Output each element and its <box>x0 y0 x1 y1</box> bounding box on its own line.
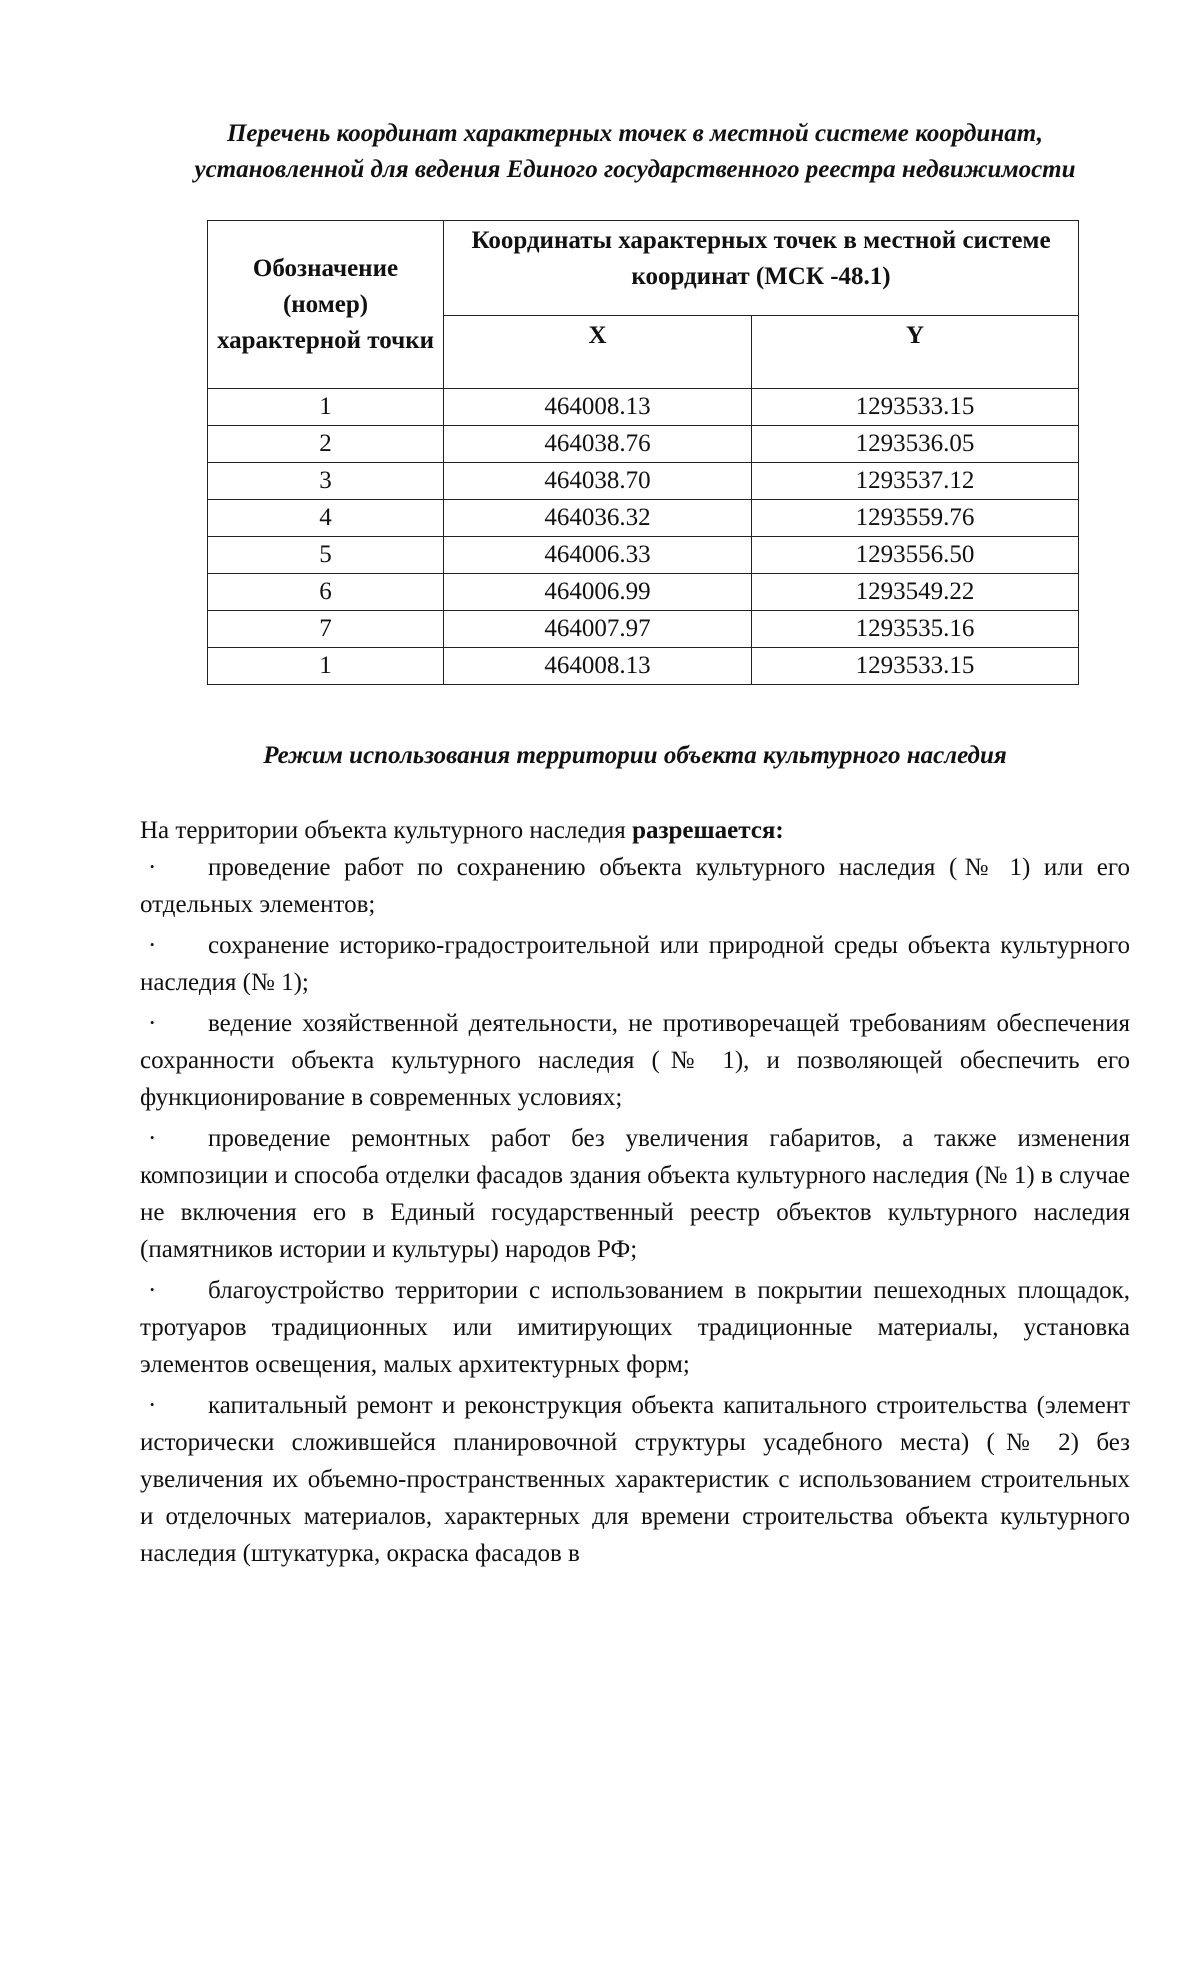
bullet-list <box>140 849 1130 1572</box>
table-row <box>208 463 1079 500</box>
cell-y: 1293533.15 <box>752 648 1079 685</box>
section-title: Режим использования территории объекта культурного наследия <box>263 742 1007 769</box>
list-item-text: капитальный ремонт и реконструкция объекта капитального строительства (элемент исторически сложившейся планировочной структуры усадебного места) (№ 2) без увеличения их объемно-пространственных характеристик с использованием строительных и отделочных материалов, характерных для времени строительства объекта культурного наследия (штукатурка, окраска фасадов в <box>140 1392 1130 1567</box>
header-coordinates: Координаты характерных точек в местной системе координат (МСК -48.1) <box>444 221 1079 316</box>
coordinates-table-body <box>208 389 1079 685</box>
cell-num: 3 <box>208 463 444 500</box>
intro-paragraph <box>140 812 1130 849</box>
cell-num: 7 <box>208 611 444 648</box>
title-line-1: Перечень координат характерных точек в местной системе координат, <box>226 120 1044 147</box>
cell-y: 1293533.15 <box>752 389 1079 426</box>
list-item <box>140 927 1130 1001</box>
cell-num: 2 <box>208 426 444 463</box>
coordinates-table <box>207 220 1079 685</box>
cell-num: 1 <box>208 648 444 685</box>
cell-num: 1 <box>208 389 444 426</box>
body-text <box>140 812 1130 1576</box>
cell-y: 1293535.16 <box>752 611 1079 648</box>
bullet-mark: · <box>148 1125 157 1152</box>
table-row <box>208 648 1079 685</box>
cell-x: 464036.32 <box>444 500 752 537</box>
table-row <box>208 574 1079 611</box>
bullet-mark: · <box>148 932 157 959</box>
cell-x: 464038.70 <box>444 463 752 500</box>
cell-num: 4 <box>208 500 444 537</box>
cell-y: 1293549.22 <box>752 574 1079 611</box>
intro-bold: разрешается: <box>632 817 784 844</box>
cell-y: 1293559.76 <box>752 500 1079 537</box>
table-row <box>208 426 1079 463</box>
bullet-mark: · <box>148 1277 157 1304</box>
list-item <box>140 1005 1130 1116</box>
bullet-mark: · <box>148 1392 157 1419</box>
cell-x: 464038.76 <box>444 426 752 463</box>
list-item <box>140 1272 1130 1383</box>
cell-x: 464007.97 <box>444 611 752 648</box>
list-item-text: проведение работ по сохранению объекта культурного наследия (№ 1) или его отдельных элементов; <box>140 854 1130 918</box>
list-item <box>140 1387 1130 1572</box>
cell-y: 1293556.50 <box>752 537 1079 574</box>
table-row <box>208 611 1079 648</box>
table-row <box>208 500 1079 537</box>
document-title <box>140 116 1130 188</box>
table-row <box>208 389 1079 426</box>
table-row <box>208 537 1079 574</box>
cell-num: 6 <box>208 574 444 611</box>
cell-x: 464006.33 <box>444 537 752 574</box>
list-item <box>140 1120 1130 1268</box>
list-item <box>140 849 1130 923</box>
list-item-text: благоустройство территории с использованием в покрытии пешеходных площадок, тротуаров традиционных или имитирующих традиционные материалы, установка элементов освещения, малых архитектурных форм; <box>140 1277 1130 1378</box>
bullet-mark: · <box>148 1010 157 1037</box>
cell-y: 1293537.12 <box>752 463 1079 500</box>
cell-x: 464008.13 <box>444 648 752 685</box>
list-item-text: сохранение историко-градостроительной или природной среды объекта культурного наследия (№ 1); <box>140 932 1130 996</box>
cell-num: 5 <box>208 537 444 574</box>
header-point-number: Обозначение (номер) характерной точки <box>208 221 444 389</box>
header-y: Y <box>752 316 1079 389</box>
cell-x: 464008.13 <box>444 389 752 426</box>
bullet-mark: · <box>148 854 157 881</box>
header-x: X <box>444 316 752 389</box>
list-item-text: ведение хозяйственной деятельности, не противоречащей требованиям обеспечения сохранности объекта культурного наследия (№ 1), и позволяющей обеспечить его функционирование в современных условиях; <box>140 1010 1130 1111</box>
intro-text: На территории объекта культурного наследия <box>140 817 633 844</box>
list-item-text: проведение ремонтных работ без увеличения габаритов, а также изменения композиции и способа отделки фасадов здания объекта культурного наследия (№ 1) в случае не включения его в Единый государственный реестр объектов культурного наследия (памятников истории и культуры) народов РФ; <box>140 1125 1130 1263</box>
cell-y: 1293536.05 <box>752 426 1079 463</box>
title-line-2: установленной для ведения Единого государственного реестра недвижимости <box>194 156 1076 183</box>
cell-x: 464006.99 <box>444 574 752 611</box>
